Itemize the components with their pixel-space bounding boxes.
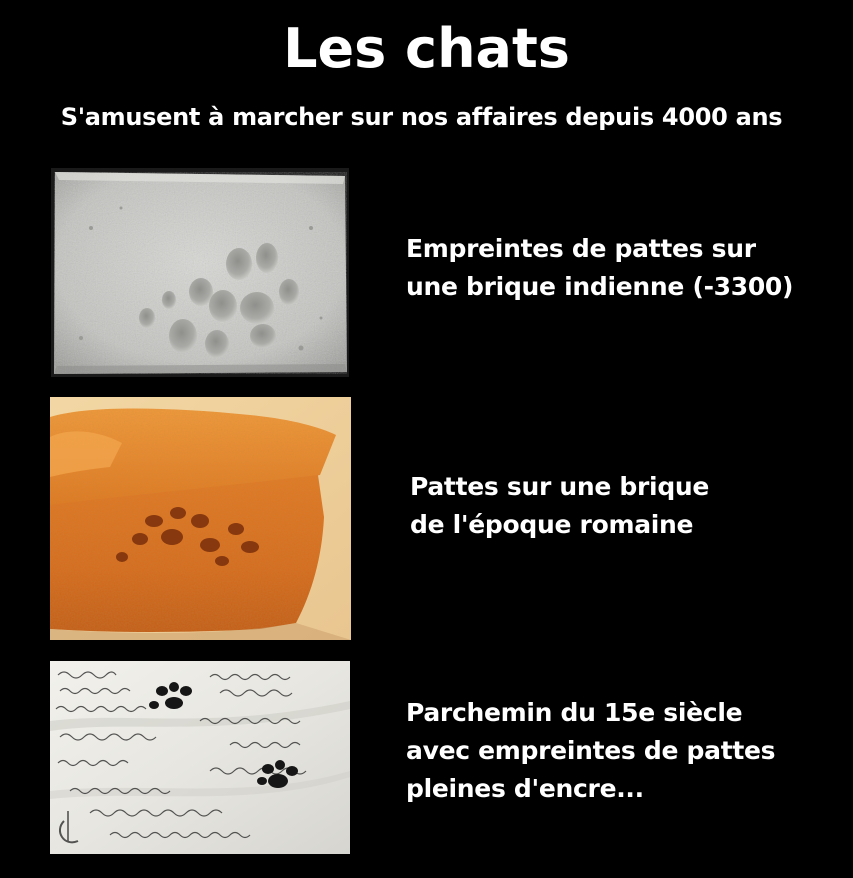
caption-line: une brique indienne (-3300) bbox=[406, 272, 794, 301]
caption-line: Pattes sur une brique bbox=[410, 472, 710, 501]
caption-line: avec empreintes de pattes bbox=[406, 736, 776, 765]
page-title: Les chats bbox=[283, 17, 570, 80]
stone-brick-paw-prints-icon bbox=[51, 168, 349, 377]
page-subtitle: S'amusent à marcher sur nos affaires depuis 4000 ans bbox=[60, 103, 783, 131]
roman-brick-paw-prints-icon bbox=[50, 397, 351, 640]
caption-line: Empreintes de pattes sur bbox=[406, 234, 756, 263]
parchment-ink-paw-prints-icon bbox=[50, 661, 350, 854]
caption-line: Parchemin du 15e siècle bbox=[406, 698, 743, 727]
caption-line: de l'époque romaine bbox=[410, 510, 694, 539]
caption-line: pleines d'encre... bbox=[406, 774, 644, 803]
caption-roman-brick bbox=[410, 468, 709, 544]
caption-indian-brick bbox=[406, 230, 793, 306]
caption-parchment bbox=[406, 694, 775, 808]
